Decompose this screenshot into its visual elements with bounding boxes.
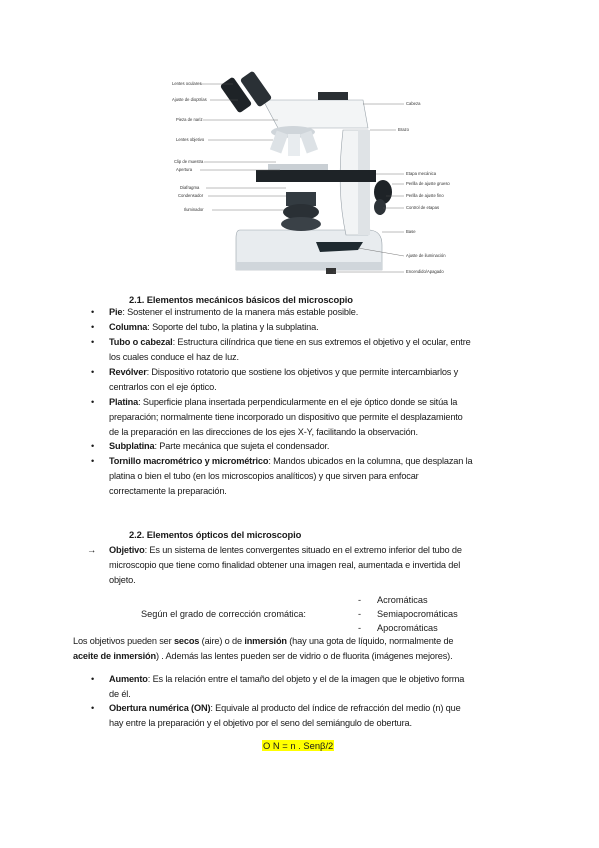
list-item-objetivo: → Objetivo: Es un sistema de lentes convergentes situado en el extremo inferior del tubo de microscopio que tiene como finalidad obtener una imagen real, aumentada e invertida del objeto.	[87, 545, 462, 585]
grade-dash: -	[358, 595, 362, 605]
bullet-icon: •	[91, 337, 95, 347]
label-etapa-mecanica: Etapa mecánica	[406, 171, 437, 176]
bullet-icon: •	[91, 322, 95, 332]
microscope-figure	[168, 70, 458, 282]
list-item-subplatina: • Subplatina: Parte mecánica que sujeta el condensador.	[109, 439, 329, 454]
grade-acromaticas: Acromáticas	[377, 595, 428, 605]
section-heading-mecanicos: 2.1. Elementos mecánicos básicos del microscopio	[129, 294, 353, 305]
list-item-obertura: • Obertura numérica (ON): Equivale al producto del índice de refracción del medio (n) que hay entre la preparación y el objetivo por el seno del semiángulo de obertura.	[91, 703, 461, 728]
label-iluminador: Iluminador	[184, 207, 204, 212]
grade-dash: -	[358, 609, 362, 619]
label-cabeza: Cabeza	[406, 101, 421, 106]
list-item-tubo: • Tubo o cabezal: Estructura cilíndrica que tiene en sus extremos el objetivo y el ocular, entre los cuales conduce el haz de luz.	[91, 337, 471, 362]
label-perilla-fino: Perilla de ajuste fino	[406, 193, 444, 198]
label-ajuste-iluminacion: Ajuste de iluminación	[406, 253, 446, 258]
label-pieza-nariz: Pieza de nariz	[176, 117, 203, 122]
label-control-etapas: Control de etapas	[406, 205, 440, 210]
bullet-icon: •	[91, 367, 95, 377]
formula-highlight: O N = n . Senβ/2	[263, 740, 334, 751]
grade-semiapocromaticas: Semiapocromáticas	[377, 609, 458, 619]
label-lentes-objetivo: Lentes objetivo	[176, 137, 205, 142]
label-apertura: Apertura	[176, 167, 193, 172]
label-brazo: Brazo	[398, 127, 409, 132]
label-encendido: Encendido/Apagado	[406, 269, 444, 274]
list-item-platina: • Platina: Superficie plana insertada perpendicularmente en el eje óptico donde se sitúa la preparación; normalmente tiene incorporado un dispositivo que permite el desplazamiento de la preparación en las direcciones de los ejes X-Y, facilitando la observación.	[91, 397, 463, 437]
label-base: Base	[406, 229, 416, 234]
bullet-icon: •	[91, 674, 95, 684]
bullet-icon: •	[91, 456, 95, 466]
grade-label: Según el grado de corrección cromática:	[141, 609, 306, 619]
label-lentes-oculares: Lentes oculares	[172, 81, 202, 86]
label-ajuste-dioptrias: Ajuste de dioptrías	[172, 97, 207, 102]
list-item-tornillo: • Tornillo macrométrico y micrométrico: Mandos ubicados en la columna, que desplazan la platina o bien el tubo (en los microscopios analíticos) y que sirven para enfocar correctamente la preparación.	[91, 456, 473, 496]
list-item-pie: • Pie: Sostener el instrumento de la manera más estable posible.	[109, 305, 358, 320]
bullet-icon: •	[91, 307, 95, 317]
bullet-icon: •	[91, 703, 95, 713]
list-item-revolver: • Revólver: Dispositivo rotatorio que sostiene los objetivos y que permite intercambiarlos y centrarlos con el eje óptico.	[91, 367, 459, 392]
section-heading-opticos: 2.2. Elementos ópticos del microscopio	[129, 529, 302, 540]
grade-dash: -	[358, 623, 362, 633]
grade-apocromaticas: Apocromáticas	[377, 623, 438, 633]
bullet-icon: •	[91, 397, 95, 407]
label-perilla-grueso: Perilla de ajuste grueso	[406, 181, 450, 186]
label-condensador: Condensador	[178, 193, 204, 198]
label-diafragma: Diafragma	[180, 185, 200, 190]
list-item-aumento: • Aumento: Es la relación entre el tamaño del objeto y el de la imagen que le objetivo forma de él.	[91, 674, 465, 699]
list-item-columna: • Columna: Soporte del tubo, la platina y la subplatina.	[109, 320, 318, 335]
label-clip-muestra: Clip de muestra	[174, 159, 204, 164]
paragraph-objetivos: Los objetivos pueden ser secos (aire) o de inmersión (hay una gota de líquido, normalmente de aceite de inmersión) . Además las lentes pueden ser de vidrio o de fluorita (imágenes mejores).	[73, 636, 454, 661]
bullet-icon: •	[91, 441, 95, 451]
arrow-right-icon: →	[87, 545, 97, 555]
